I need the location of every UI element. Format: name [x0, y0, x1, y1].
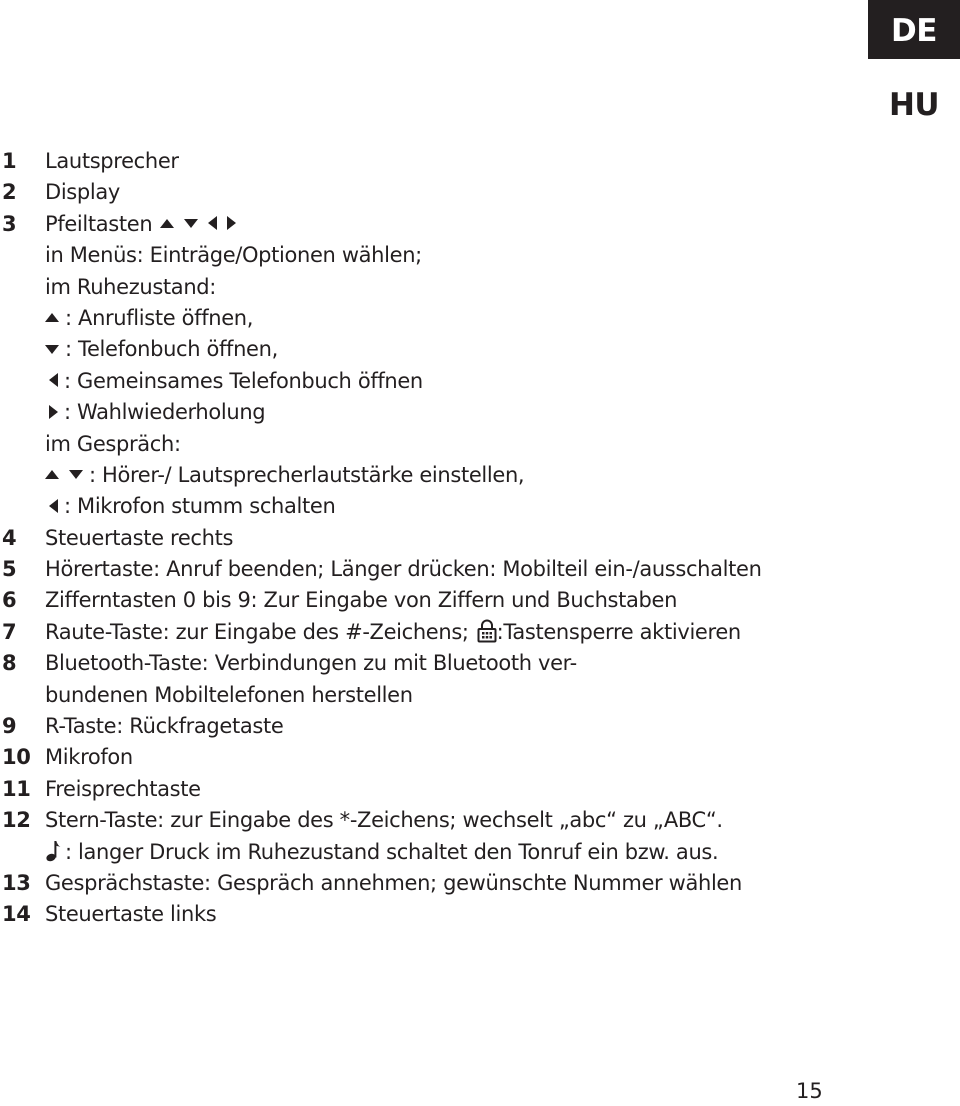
item-text-wrapper — [45, 617, 741, 648]
list-item-8-continued — [0, 680, 860, 711]
item-number: 2 — [2, 180, 17, 205]
item-number: 8 — [2, 651, 17, 676]
list-item-11 — [0, 774, 860, 805]
item-text: Mikrofon — [45, 745, 133, 770]
list-item-3-call — [0, 429, 860, 460]
list-item-10 — [0, 742, 860, 773]
arrow-up-icon — [45, 313, 59, 322]
item-number: 11 — [2, 776, 31, 801]
item-text: Zifferntasten 0 bis 9: Zur Eingabe von Ziffern und Buchstaben — [45, 588, 678, 613]
language-tab-de: DE — [868, 0, 960, 59]
item-text: : Hörer-/ Lautsprecherlautstärke einstellen, — [89, 462, 525, 487]
item-text: : Telefonbuch öffnen, — [65, 337, 278, 362]
list-item-12 — [0, 805, 860, 836]
item-text-wrapper — [45, 837, 718, 868]
music-note-icon — [45, 839, 61, 863]
item-number: 7 — [2, 619, 17, 644]
item-text: : Gemeinsames Telefonbuch öffnen — [64, 368, 423, 393]
list-item-3-right — [0, 397, 860, 428]
list-item-3-left — [0, 366, 860, 397]
key-description-list — [0, 146, 860, 931]
list-item-7 — [0, 617, 860, 648]
item-text: Steuertaste links — [45, 902, 217, 927]
item-text-wrapper — [45, 303, 253, 334]
item-text: Gesprächstaste: Gespräch annehmen; gewünschte Nummer wählen — [45, 870, 742, 895]
item-text: Steuertaste rechts — [45, 525, 234, 550]
item-text: Stern-Taste: zur Eingabe des *-Zeichens; wechselt „abc“ zu „ABC“. — [45, 808, 723, 833]
item-text-wrapper — [45, 366, 423, 397]
arrow-right-icon — [49, 405, 58, 419]
item-text-after-icon: :Tastensperre aktivieren — [496, 619, 741, 644]
item-text: Hörertaste: Anruf beenden; Länger drücken: Mobilteil ein-/ausschalten — [45, 557, 762, 582]
arrow-down-icon — [45, 345, 59, 354]
keypad-lock-icon — [477, 619, 497, 643]
item-text: Freisprechtaste — [45, 776, 201, 801]
list-item-3-mute — [0, 491, 860, 522]
arrow-left-icon — [49, 373, 58, 387]
page-number: 15 — [796, 1079, 823, 1103]
arrow-down-icon — [69, 470, 83, 479]
list-item-8 — [0, 648, 860, 679]
list-item-4 — [0, 523, 860, 554]
item-number: 1 — [2, 149, 17, 173]
item-text: : Mikrofon stumm schalten — [64, 494, 336, 519]
item-text: im Gespräch: — [45, 431, 181, 456]
arrow-left-icon — [49, 499, 58, 513]
item-text-wrapper — [45, 491, 335, 522]
item-text: in Menüs: Einträge/Optionen wählen; — [45, 243, 422, 268]
list-item-5 — [0, 554, 860, 585]
arrow-right-icon — [227, 216, 236, 230]
list-item-1 — [0, 146, 860, 177]
list-item-2 — [0, 177, 860, 208]
list-item-9 — [0, 711, 860, 742]
item-text: R-Taste: Rückfragetaste — [45, 714, 284, 739]
item-text: : Wahlwiederholung — [64, 400, 266, 425]
item-number: 3 — [2, 211, 17, 236]
item-number: 9 — [2, 714, 17, 739]
item-text-wrapper — [45, 460, 524, 491]
list-item-3-volume — [0, 460, 860, 491]
item-number: 14 — [2, 902, 31, 927]
item-number: 10 — [2, 745, 31, 770]
list-item-3-up — [0, 303, 860, 334]
list-item-6 — [0, 585, 860, 616]
item-text: im Ruhezustand: — [45, 274, 216, 299]
item-number: 5 — [2, 557, 17, 582]
list-item-3 — [0, 209, 860, 240]
arrow-left-icon — [208, 216, 217, 230]
list-item-3-down — [0, 334, 860, 365]
item-text: Bluetooth-Taste: Verbindungen zu mit Bluetooth ver- — [45, 651, 577, 676]
item-number: 13 — [2, 870, 31, 895]
language-tab-hu: HU — [888, 87, 940, 123]
item-text-wrapper — [45, 397, 265, 428]
item-text: Raute-Taste: zur Eingabe des #-Zeichens; — [45, 619, 469, 644]
arrow-up-icon — [45, 470, 59, 479]
item-text-wrapper — [45, 209, 238, 240]
item-text: Display — [45, 180, 120, 205]
item-text-wrapper — [45, 334, 278, 365]
item-text: Lautsprecher — [45, 149, 179, 173]
list-item-3-menus — [0, 240, 860, 271]
item-text: bundenen Mobiltelefonen herstellen — [45, 682, 413, 707]
item-text: Pfeiltasten — [45, 211, 153, 236]
item-number: 4 — [2, 525, 17, 550]
list-item-3-idle — [0, 272, 860, 303]
arrow-down-icon — [184, 219, 198, 228]
item-number: 12 — [2, 808, 31, 833]
list-item-13 — [0, 868, 860, 899]
list-item-14 — [0, 899, 860, 930]
item-text: : Anrufliste öffnen, — [65, 305, 254, 330]
list-item-12-ringer — [0, 837, 860, 868]
arrow-up-icon — [160, 219, 174, 228]
item-number: 6 — [2, 588, 17, 613]
item-text: : langer Druck im Ruhezustand schaltet den Tonruf ein bzw. aus. — [65, 839, 719, 864]
